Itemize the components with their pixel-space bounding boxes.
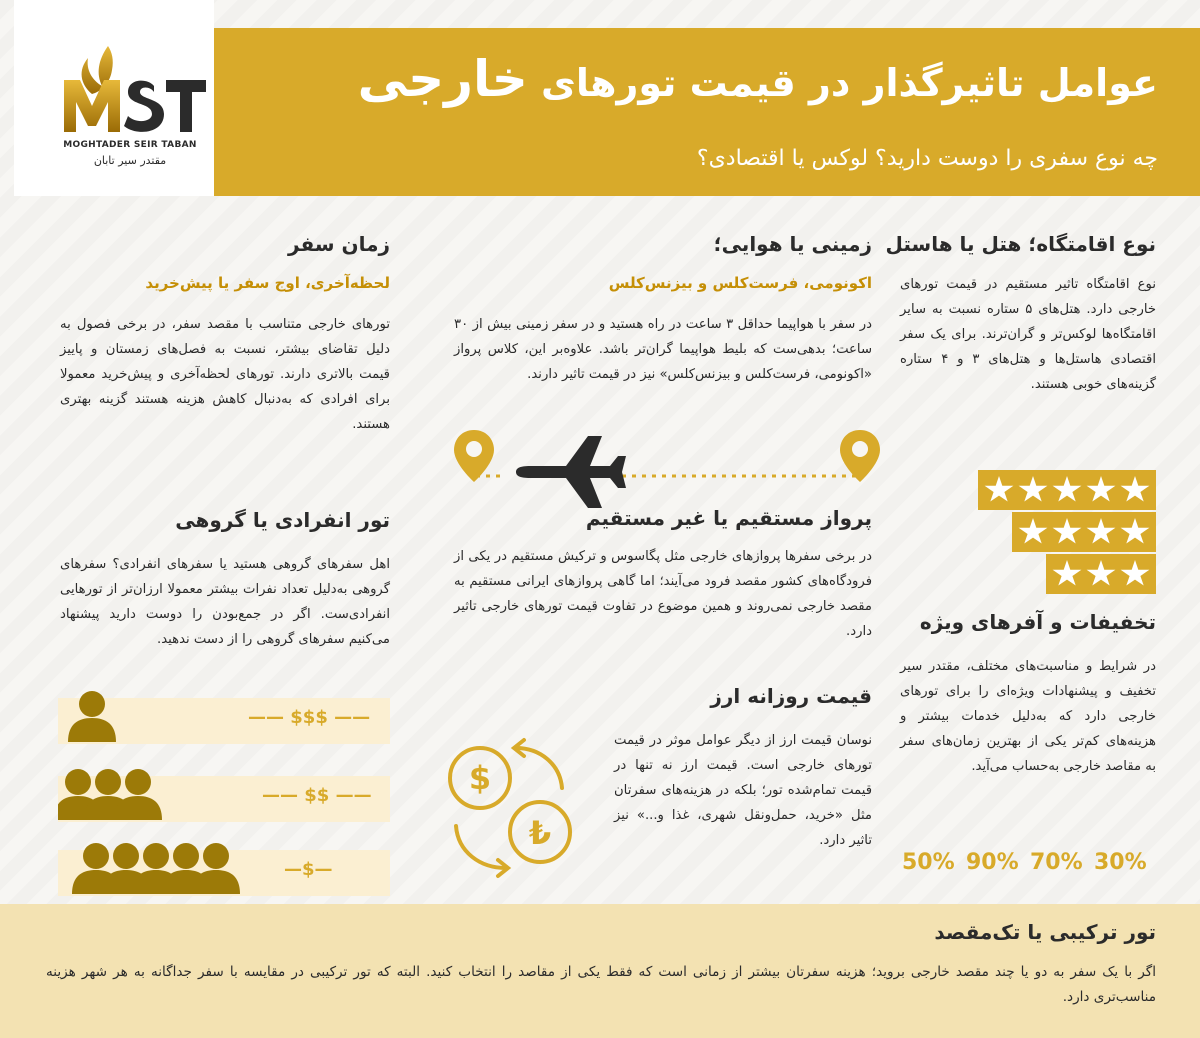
discounts-body: در شرایط و مناسبت‌های مختلف، مقتدر سیر تخفیف و پیشنهادات ویژه‌ای را برای تورهای خارجی دارد که به‌دلیل خدمات بیشتر و هزینه‌های کم‌تر یکی از بهترین زمان‌های سفر به مقاصد خارجی به‌حساب می‌آید. bbox=[900, 659, 1156, 774]
logo[interactable] bbox=[14, 0, 214, 196]
group-price-3: —— $$ —— bbox=[262, 785, 372, 806]
direct-flight-title: پرواز مستقیم یا غیر مستقیم bbox=[585, 506, 872, 530]
svg-text:$: $ bbox=[468, 759, 492, 797]
header bbox=[0, 0, 1200, 204]
airplane-icon bbox=[516, 436, 626, 508]
person-icon bbox=[192, 843, 240, 894]
accommodation-title: نوع اقامتگاه؛ هتل یا هاستل bbox=[885, 232, 1156, 256]
lira-coin-icon bbox=[510, 802, 570, 862]
discount-percent-50: 50% bbox=[902, 850, 955, 875]
logo-name-en: MOGHTADER SEIR TABAN bbox=[63, 140, 197, 150]
group-people-graphic bbox=[58, 676, 258, 916]
person-icon bbox=[114, 769, 162, 820]
star-icon bbox=[1120, 560, 1150, 588]
transport-title: زمینی یا هوایی؛ bbox=[713, 232, 872, 256]
currency-exchange-graphic bbox=[436, 734, 586, 884]
direct-flight-body: در برخی سفرها پروازهای خارجی مثل پگاسوس و ترکیش مستقیم در یکی از فرودگاه‌های کشور مقصد فرود می‌آیند؛ اما گاهی پروازهای ایرانی مستقیم به مقصد خارجی نمی‌روند و همین موضوع در تفاوت قیمت تورهای خارجی تاثیر دارد. bbox=[454, 549, 872, 639]
transport-body: در سفر با هواپیما حداقل ۳ ساعت در راه هستید و در سفر زمینی بیش از ۳۰ ساعت؛ بدهی‌ست که بلیط هواپیما گران‌تر باشد. علاوه‌بر این، کلاس پرواز «اکونومی، فرست‌کلس و بیزنس‌کلس» نیز در قیمت تاثیر دارند. bbox=[454, 317, 873, 382]
star-icon bbox=[1120, 518, 1150, 546]
discount-percent-70: 70% bbox=[1030, 850, 1083, 875]
discount-percent-90: 90% bbox=[966, 850, 1019, 875]
star-icon bbox=[1086, 518, 1116, 546]
combined-title: تور ترکیبی یا تک‌مقصد bbox=[934, 920, 1156, 944]
star-icon bbox=[1086, 560, 1116, 588]
star-row-3 bbox=[1046, 554, 1156, 594]
logo-name-fa: مقتدر سیر تابان bbox=[93, 154, 167, 167]
star-icon bbox=[1052, 476, 1082, 504]
page-title: عوامل تاثیرگذار در قیمت تورهای خارجی bbox=[357, 50, 1158, 108]
star-icon bbox=[1018, 476, 1048, 504]
currency-title: قیمت روزانه ارز bbox=[710, 684, 872, 708]
star-icon bbox=[1052, 560, 1082, 588]
star-icon bbox=[1086, 476, 1116, 504]
dollar-coin-icon bbox=[450, 748, 510, 808]
currency-body: نوسان قیمت ارز از دیگر عوامل موثر در قیمت تورهای خارجی است. قیمت ارز نه تنها در قیمت تمام‌شده تور؛ بلکه در هزینه‌های سفرتان مثل «خرید، حمل‌ونقل شهری، غذا و...» نیز تاثیر دارد. bbox=[614, 733, 872, 848]
star-icon bbox=[1120, 476, 1150, 504]
combined-body: اگر با یک سفر به دو یا چند مقصد خارجی بروید؛ هزینه سفرتان بیشتر از زمانی است که فقط یکی از مقاصد را انتخاب کنید. البته که تور ترکیبی در مقایسه با سفر جداگانه به هر شهر هزینه مناسب‌تری دارد. bbox=[46, 964, 1156, 1005]
location-pin-icon bbox=[840, 430, 880, 482]
group-price-1: —— $$$ —— bbox=[248, 707, 371, 728]
discounts-title: تخفیفات و آفرهای ویژه bbox=[919, 610, 1156, 634]
page-subtitle: چه نوع سفری را دوست دارید؟ لوکس یا اقتصادی؟ bbox=[696, 146, 1158, 171]
timing-subtitle: لحظه‌آخری، اوج سفر یا پیش‌خرید bbox=[145, 274, 390, 292]
logo-mark-icon bbox=[58, 40, 208, 136]
star-icon bbox=[1052, 518, 1082, 546]
person-icon bbox=[68, 691, 116, 742]
star-icon bbox=[1018, 518, 1048, 546]
group-price-5: —$— bbox=[284, 859, 333, 880]
star-icon bbox=[984, 476, 1014, 504]
timing-body: تورهای خارجی متناسب با مقصد سفر، در برخی فصول به دلیل تقاضای بیشتر، نسبت به فصل‌های زمستان و پاییز قیمت بالاتری دارند. تورهای لحظه‌آخری و پیش‌خرید معمولا برای افرادی که به‌دنبال کاهش هزینه هستند گزینه بهتری هستند. bbox=[60, 317, 390, 432]
timing-title: زمان سفر bbox=[288, 232, 390, 256]
discount-percent-30: 30% bbox=[1094, 850, 1147, 875]
transport-subtitle: اکونومی، فرست‌کلس و بیزنس‌کلس bbox=[608, 274, 872, 292]
group-body: اهل سفرهای گروهی هستید یا سفرهای انفرادی؟ سفرهای گروهی به‌دلیل تعداد نفرات بیشتر معمولا ارزان‌تر از تورهایی انفرادی‌ست. اگر در جمع‌بودن را دوست دارید پیشنهاد می‌کنیم سفرهای گروهی را از دست ندهید. bbox=[60, 557, 390, 647]
group-title: تور انفرادی یا گروهی bbox=[175, 508, 390, 532]
star-row-4 bbox=[1012, 512, 1156, 552]
location-pin-icon bbox=[454, 430, 494, 482]
svg-text:₺: ₺ bbox=[528, 814, 552, 852]
star-row-5 bbox=[978, 470, 1156, 510]
accommodation-body: نوع اقامتگاه تاثیر مستقیم در قیمت تورهای خارجی دارد. هتل‌های ۵ ستاره نسبت به سایر اقامتگاه‌ها لوکس‌تر و گران‌ترند. برای یک سفر اقتصادی هاستل‌ها و هتل‌های ۳ و ۴ ستاره گزینه‌های خوبی هستند. bbox=[900, 277, 1156, 392]
